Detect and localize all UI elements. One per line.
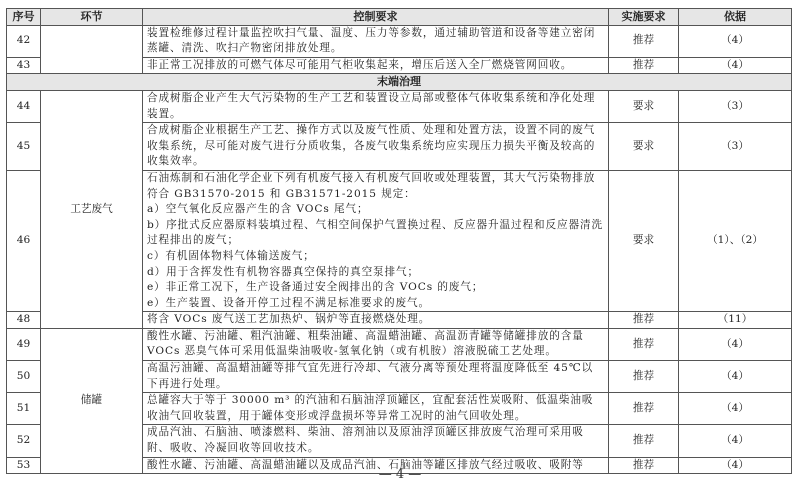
row-implementation: 推荐 (609, 361, 679, 393)
row-basis: （3） (679, 90, 792, 122)
table-row (7, 90, 792, 122)
row-number: 53 (7, 457, 41, 474)
row-basis: （4） (679, 425, 792, 457)
requirement-line: a）空气氧化反应器产生的含 VOCs 尾气； (147, 203, 369, 216)
row-implementation: 推荐 (609, 393, 679, 425)
row-requirement: 酸性水罐、污油罐、高温蜡油罐以及成品汽油、石脑油等罐区排放气经过吸收、吸附等 (143, 457, 609, 474)
row-basis: （4） (679, 25, 792, 57)
row-implementation: 推荐 (609, 312, 679, 329)
section-title: 末端治理 (7, 74, 792, 91)
row-requirement: 高温污油罐、高温蜡油罐等排气宜先进行冷却、气液分离等预处理将温度降低至 45℃以下再进行处理。 (143, 361, 609, 393)
header-requirement: 控制要求 (143, 9, 609, 26)
row-number: 44 (7, 90, 41, 122)
row-basis: （4） (679, 457, 792, 474)
requirement-line: c）有机固体物料气体输送废气； (147, 249, 315, 262)
requirement-line: e）生产装置、设备开停工过程不满足标准要求的废气。 (147, 296, 431, 309)
row-implementation: 推荐 (609, 425, 679, 457)
section-header-row (7, 74, 792, 91)
header-basis: 依据 (679, 9, 792, 26)
row-number: 42 (7, 25, 41, 57)
row-requirement (143, 170, 609, 311)
link-process-exhaust: 工艺废气 (41, 90, 143, 328)
table-row (7, 25, 792, 57)
requirement-line: e）非正常工况下，生产设备通过安全阀排出的含 VOCs 的废气； (147, 281, 484, 294)
row-number: 43 (7, 57, 41, 74)
page-number: — 4 — (378, 467, 422, 482)
row-requirement: 总罐容大于等于 30000 m³ 的汽油和石脑油浮顶罐区，宜配套活性炭吸附、低温柴油吸收油气回收装置，用于罐体变形或浮盘损坏等异常工况时的油气回收处理。 (143, 393, 609, 425)
row-basis: （4） (679, 393, 792, 425)
row-implementation: 推荐 (609, 25, 679, 57)
header-implementation: 实施要求 (609, 9, 679, 26)
row-requirement: 非正常工况排放的可燃气体尽可能用气柜收集起来，增压后送入全厂燃烧管网回收。 (143, 57, 609, 74)
row-implementation: 要求 (609, 90, 679, 122)
row-basis: （4） (679, 328, 792, 360)
row-number: 46 (7, 170, 41, 311)
link-storage-tanks: 储罐 (41, 328, 143, 473)
row-number: 49 (7, 328, 41, 360)
row-basis: （3） (679, 123, 792, 171)
row-implementation: 推荐 (609, 328, 679, 360)
row-number: 52 (7, 425, 41, 457)
header-link: 环节 (41, 9, 143, 26)
requirement-line: 石油炼制和石油化学企业下列有机废气接入有机废气回收或处理装置，其大气污染物排放符合 GB31570-2015 和 GB31571-2015 规定： (147, 171, 596, 200)
row-requirement: 装置检维修过程计量监控吹扫气量、温度、压力等参数，通过辅助管道和设备等建立密闭蒸罐、清洗、吹扫产物密闭排放处理。 (143, 25, 609, 57)
row-number: 50 (7, 361, 41, 393)
row-basis: （4） (679, 57, 792, 74)
requirement-line: d）用于含挥发性有机物容器真空保持的真空泵排气； (147, 265, 420, 278)
row-link-empty (41, 25, 143, 74)
header-no: 序号 (7, 9, 41, 26)
control-requirements-table (6, 8, 792, 474)
row-requirement: 将含 VOCs 废气送工艺加热炉、锅炉等直接燃烧处理。 (143, 312, 609, 329)
row-basis: （1）、（2） (679, 170, 792, 311)
row-requirement: 合成树脂企业产生大气污染物的生产工艺和装置设立局部或整体气体收集系统和净化处理装置。 (143, 90, 609, 122)
row-implementation: 要求 (609, 123, 679, 171)
row-requirement: 成品汽油、石脑油、喷漆燃料、柴油、溶剂油以及原油浮顶罐区排放废气治理可采用吸附、吸收、冷凝回收等回收技术。 (143, 425, 609, 457)
row-implementation: 推荐 (609, 57, 679, 74)
row-requirement: 合成树脂企业根据生产工艺、操作方式以及废气性质、处理和处置方法，设置不同的废气收集系统，尽可能对废气进行分质收集，各废气收集系统均应实现压力损失平衡及较高的收集效率。 (143, 123, 609, 171)
row-implementation: 要求 (609, 170, 679, 311)
row-basis: （11） (679, 312, 792, 329)
row-number: 51 (7, 393, 41, 425)
row-number: 45 (7, 123, 41, 171)
row-requirement: 酸性水罐、污油罐、粗汽油罐、粗柴油罐、高温蜡油罐、高温沥青罐等储罐排放的含量 VOCs 恶臭气体可采用低温柴油吸收-氢氧化钠（或有机胺）溶液脱硫工艺处理。 (143, 328, 609, 360)
table-header-row (7, 9, 792, 26)
requirement-line: b）序批式反应器原料装填过程、气相空间保护气置换过程、反应器升温过程和反应器清洗过程排出的废气； (147, 218, 603, 247)
row-implementation: 推荐 (609, 457, 679, 474)
row-basis: （4） (679, 361, 792, 393)
row-number: 48 (7, 312, 41, 329)
table-row (7, 328, 792, 360)
